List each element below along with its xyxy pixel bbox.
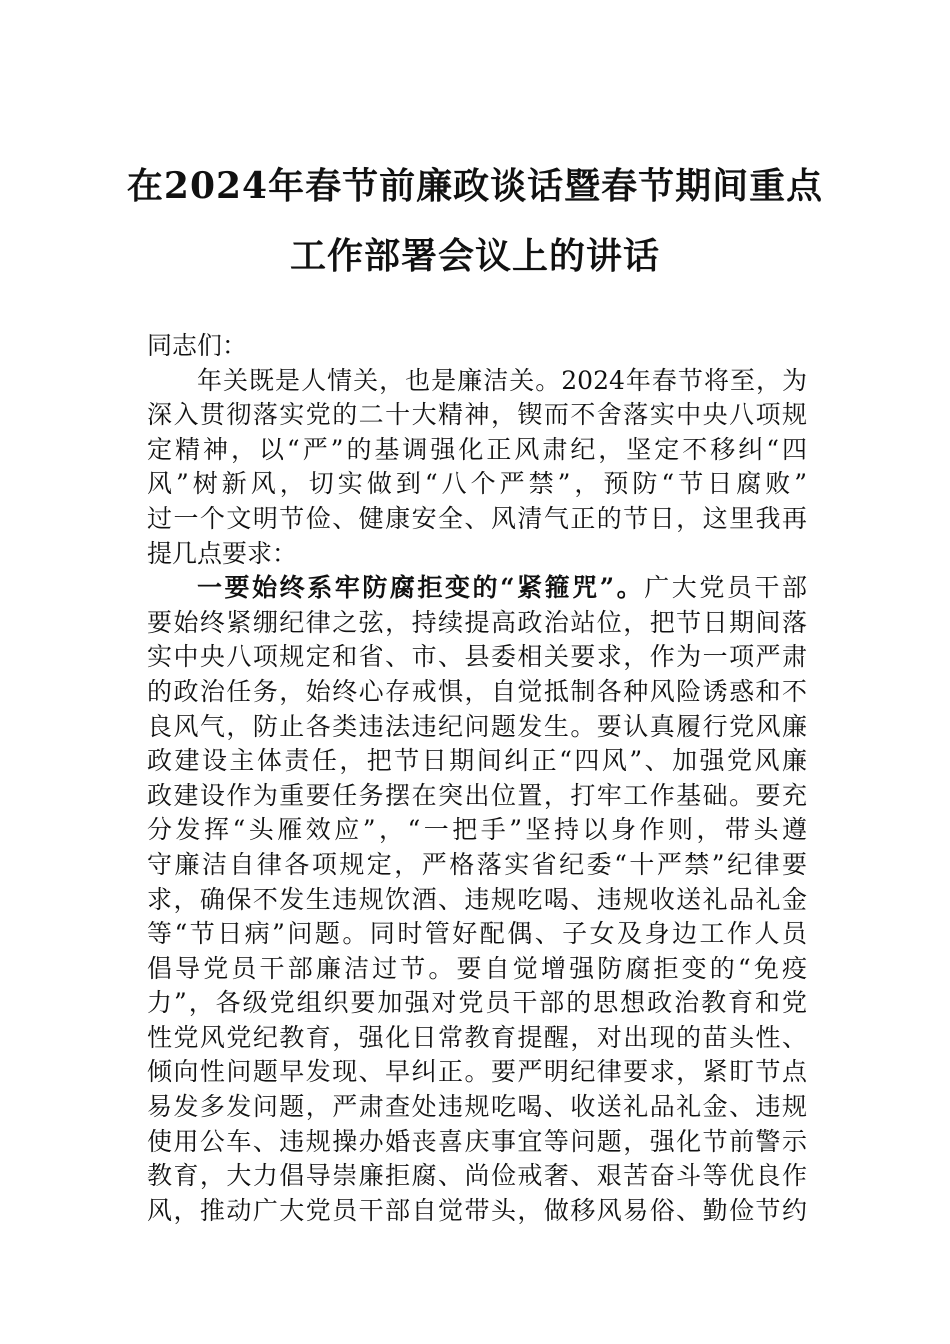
section-1-line: 求，确保不发生违规饮酒、违规吃喝、违规收送礼品礼金 bbox=[147, 884, 807, 914]
section-1-line: 倡导党员干部廉洁过节。要自觉增强防腐拒变的“免疫 bbox=[147, 953, 807, 983]
section-1-line: 实中央八项规定和省、市、县委相关要求，作为一项严肃 bbox=[147, 642, 807, 672]
section-1-first-line bbox=[147, 571, 807, 606]
section-1-line: 性党风党纪教育，强化日常教育提醒，对出现的苗头性、 bbox=[147, 1022, 807, 1052]
section-1-line: 使用公车、违规操办婚丧喜庆事宜等问题，强化节前警示 bbox=[147, 1126, 807, 1156]
section-1-line: 易发多发问题，严肃查处违规吃喝、收送礼品礼金、违规 bbox=[147, 1092, 807, 1122]
section-1-line: 要始终紧绷纪律之弦，持续提高政治站位，把节日期间落 bbox=[147, 607, 807, 637]
section-1-line: 良风气，防止各类违法违纪问题发生。要认真履行党风廉 bbox=[147, 711, 807, 741]
document-title-line-1: 在2024年春节前廉政谈话暨春节期间重点 bbox=[126, 165, 824, 207]
section-1-line: 倾向性问题早发现、早纠正。要严明纪律要求，紧盯节点 bbox=[147, 1057, 807, 1087]
intro-line: 年关既是人情关，也是廉洁关。2024年春节将至，为 bbox=[197, 365, 807, 395]
intro-line: 定精神，以“严”的基调强化正风肃纪，坚定不移纠“四 bbox=[147, 434, 807, 464]
section-1-line: 分发挥“头雁效应”，“一把手”坚持以身作则，带头遵 bbox=[147, 815, 807, 845]
section-1-line: 风，推动广大党员干部自觉带头，做移风易俗、勤俭节约 bbox=[147, 1195, 807, 1225]
section-1-line: 政建设作为重要任务摆在突出位置，打牢工作基础。要充 bbox=[147, 780, 807, 810]
document-title-line-2: 工作部署会议上的讲话 bbox=[289, 235, 660, 277]
intro-line: 风”树新风，切实做到“八个严禁”，预防“节日腐败” bbox=[147, 469, 807, 499]
section-1-heading: 一要始终系牢防腐拒变的“紧箍咒”。 bbox=[197, 573, 645, 603]
section-1-line: 守廉洁自律各项规定，严格落实省纪委“十严禁”纪律要 bbox=[147, 849, 807, 879]
section-1-line: 的政治任务，始终心存戒惧，自觉抵制各种风险诱惑和不 bbox=[147, 676, 807, 706]
intro-line: 提几点要求： bbox=[147, 538, 298, 568]
salutation: 同志们： bbox=[147, 331, 248, 360]
section-1-line: 政建设主体责任，把节日期间纠正“四风”、加强党风廉 bbox=[147, 746, 807, 776]
section-1-first-line-rest: 广大党员干部 bbox=[644, 573, 807, 603]
intro-line: 过一个文明节俭、健康安全、风清气正的节日，这里我再 bbox=[147, 503, 807, 533]
section-1-line: 力”，各级党组织要加强对党员干部的思想政治教育和党 bbox=[147, 988, 807, 1018]
intro-line: 深入贯彻落实党的二十大精神，锲而不舍落实中央八项规 bbox=[147, 400, 807, 430]
section-1-line: 等“节日病”问题。同时管好配偶、子女及身边工作人员 bbox=[147, 919, 807, 949]
document-body bbox=[147, 329, 807, 1228]
section-1-line: 教育，大力倡导崇廉拒腐、尚俭戒奢、艰苦奋斗等优良作 bbox=[147, 1161, 807, 1191]
